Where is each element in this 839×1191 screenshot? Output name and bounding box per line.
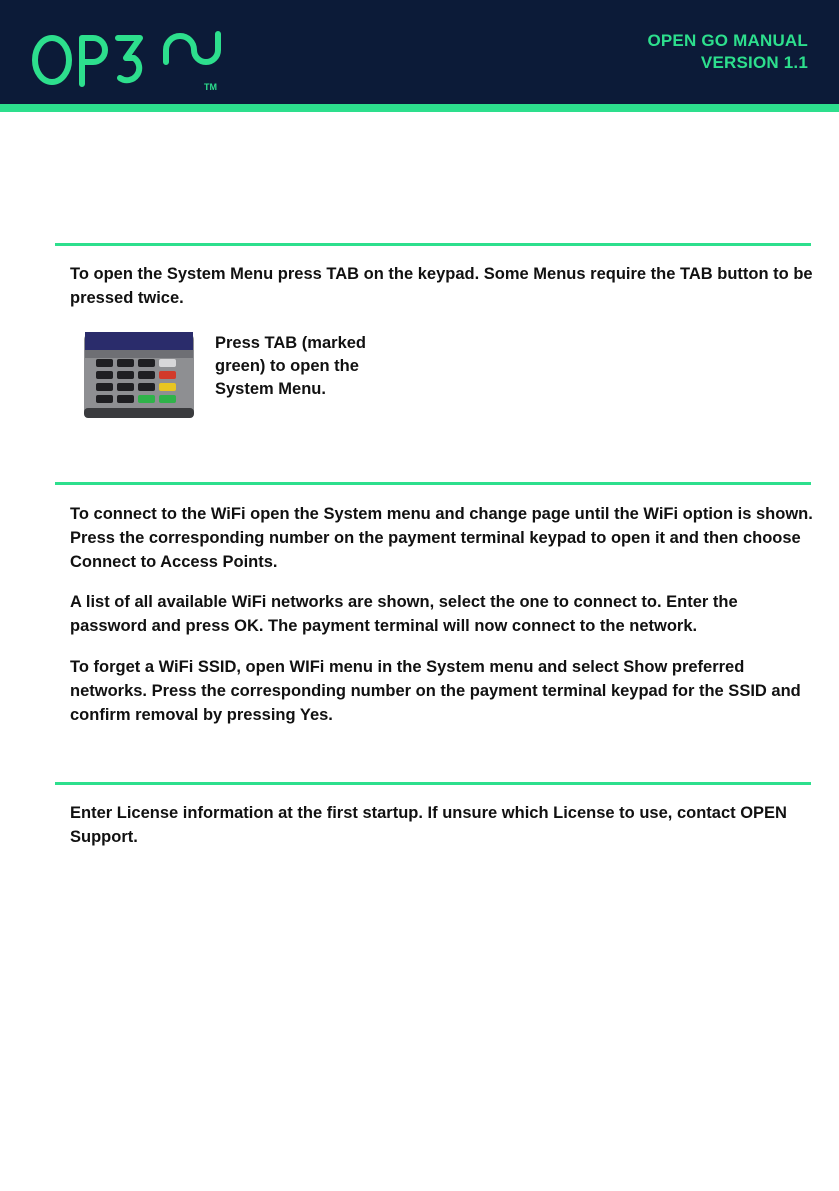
license-paragraph: Enter License information at the first startup. If unsure which License to use, contact OPEN Support.	[70, 804, 787, 846]
section-divider	[55, 782, 811, 785]
wifi-network-list-paragraph: A list of all available WiFi networks are shown, select the one to connect to. Enter the password and press OK. The payment terminal will now connect to the network.	[70, 593, 738, 635]
wifi-forget-paragraph: To forget a WiFi SSID, open WIFi menu in the System menu and select Show preferred networks. Press the corresponding number on the payment terminal keypad for the SSID and confirm removal by pressing Yes.	[70, 658, 801, 724]
document-title	[647, 30, 808, 74]
manual-title: OPEN GO MANUAL	[647, 31, 808, 50]
wifi-connect-paragraph: To connect to the WiFi open the System menu and change page until the WiFi option is shown. Press the corresponding number on the payment terminal keypad to open it and then choose Connect to Access Points.	[70, 505, 813, 571]
manual-version: VERSION 1.1	[700, 53, 808, 72]
system-menu-paragraph: To open the System Menu press TAB on the keypad. Some Menus require the TAB button to be pressed twice.	[70, 265, 813, 307]
open-logo	[30, 24, 230, 96]
section-divider	[55, 482, 811, 485]
section-divider	[55, 243, 811, 246]
header-accent-stripe	[0, 104, 839, 112]
svg-text:TM: TM	[204, 82, 217, 92]
payment-terminal-image	[84, 332, 194, 418]
page-header	[0, 0, 839, 104]
figure-caption: Press TAB (marked green) to open the System Menu.	[215, 334, 367, 398]
